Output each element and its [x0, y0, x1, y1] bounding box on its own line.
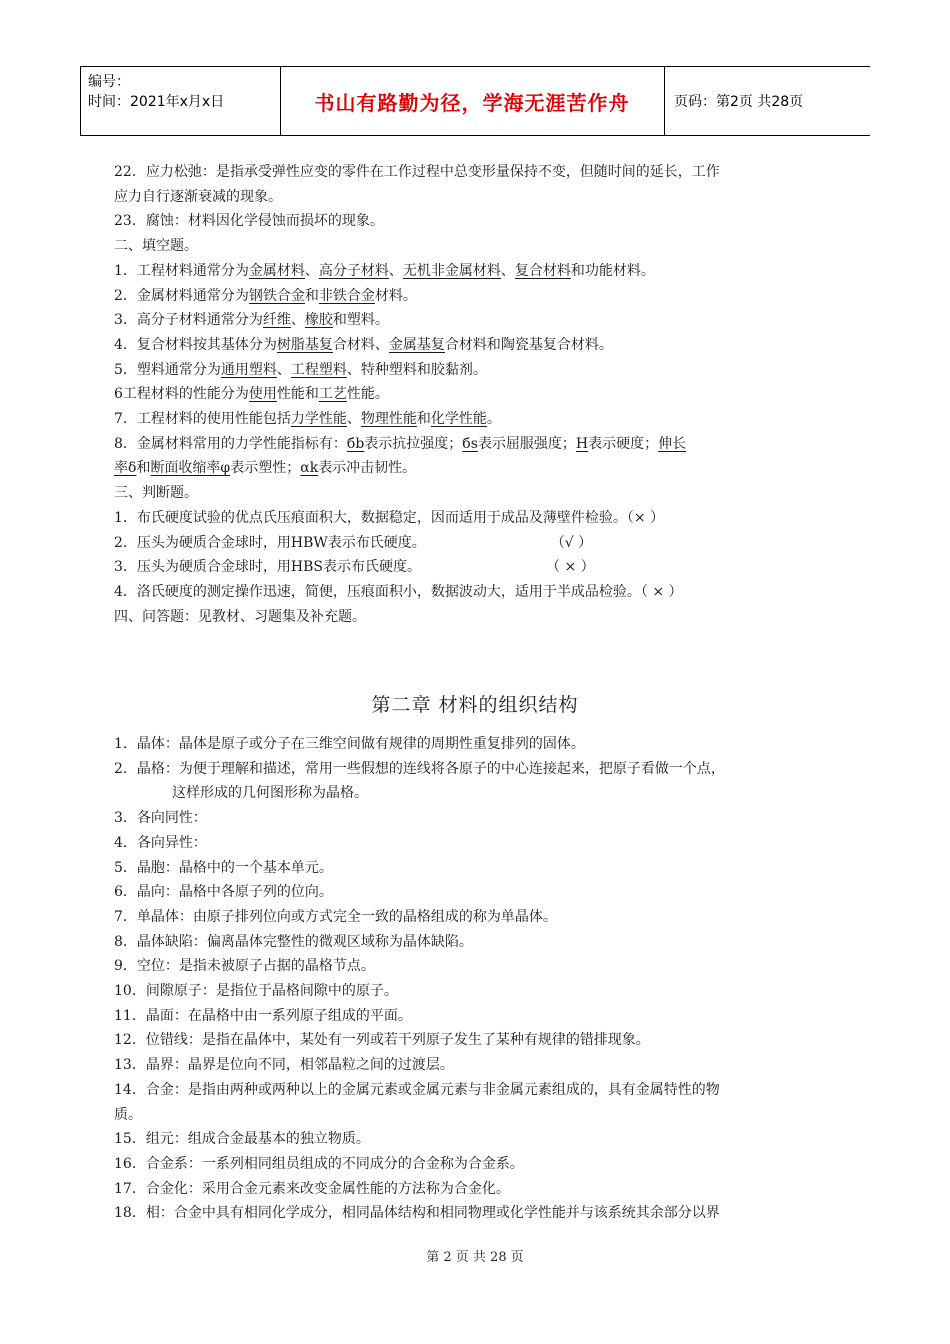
answer: бb — [346, 435, 365, 452]
fill-item-7 — [114, 407, 844, 432]
list-item: 8．晶体缺陷：偏离晶体完整性的微观区域称为晶体缺陷。 — [114, 933, 473, 950]
text: 合材料和陶瓷基复合材料。 — [444, 336, 613, 353]
text: 3．高分子材料通常分为 — [114, 312, 263, 329]
answer: 高分子材料 — [318, 262, 389, 279]
page-header — [80, 66, 870, 136]
list-item: 15．组元：组成合金最基本的独立物质。 — [114, 1131, 370, 1148]
text: 和 — [416, 411, 431, 428]
list-item: 3．各向同性： — [114, 810, 207, 827]
list-item: 9．空位：是指未被原子占据的晶格节点。 — [114, 958, 375, 975]
text: 表示屈服强度； — [477, 435, 576, 452]
text: 。 — [486, 411, 501, 428]
answer: 钢铁合金 — [248, 287, 305, 304]
answer: 工艺 — [318, 386, 347, 403]
fill-item-3 — [114, 308, 844, 333]
answer: 物理性能 — [360, 411, 417, 428]
fill-item-8-continued — [114, 456, 844, 481]
text: 表示塑性； — [230, 460, 301, 477]
list-item: 7．单晶体：由原子排列位向或方式完全一致的晶格组成的称为单晶体。 — [114, 908, 557, 925]
answer: 树脂基复 — [276, 336, 333, 353]
judge-item-3 — [114, 555, 844, 580]
list-item: 12．位错线：是指在晶体中，某处有一列或若干列原子发生了某种有规律的错排现象。 — [114, 1032, 650, 1049]
list-item-continued: 质。 — [114, 1106, 142, 1123]
text: 、 — [388, 262, 403, 279]
judge-item-2 — [114, 531, 844, 556]
header-motto: 书山有路勤为径，学海无涯苦作舟 — [314, 90, 630, 115]
date-label: 时间：2021年x月x日 — [88, 94, 225, 110]
answer: 复合材料 — [514, 262, 571, 279]
text: 3．压头为硬质合金球时，用HBS表示布氏硬度。 — [114, 559, 421, 576]
text: 6工程材料的性能分为 — [114, 386, 249, 403]
text: 和 — [136, 460, 151, 477]
judge-mark: （ × ） — [553, 559, 595, 576]
judge-item-4 — [114, 580, 844, 605]
item-22-line2: 应力自行逐渐衰减的现象。 — [114, 188, 282, 205]
judge-item-1 — [114, 506, 844, 531]
answer: H — [575, 435, 589, 452]
judge-mark: （× ） — [626, 509, 665, 526]
answer: 金属基复 — [388, 336, 445, 353]
text: 2．压头为硬质合金球时，用HBW表示布氏硬度。 — [114, 534, 426, 551]
text: 和 — [304, 287, 319, 304]
fill-item-8 — [114, 432, 844, 457]
header-meta — [88, 72, 224, 112]
fill-item-1 — [114, 259, 844, 284]
list-item: 14．合金：是指由两种或两种以上的金属元素或金属元素与非金属元素组成的，具有金属特性的物 — [114, 1081, 720, 1098]
text: 表示抗拉强度； — [364, 435, 463, 452]
answer: 金属材料 — [248, 262, 305, 279]
text: 、 — [276, 361, 291, 378]
answer: бs — [462, 435, 478, 452]
text: 4．洛氏硬度的测定操作迅速，简便，压痕面积小，数据波动大，适用于半成品检验。 — [114, 583, 641, 600]
list-item: 17．合金化：采用合金元素来改变金属性能的方法称为合金化。 — [114, 1180, 510, 1197]
list-item: 18．相：合金中具有相同化学成分，相同晶体结构和相同物理或化学性能并与该系统其余部分以界 — [114, 1205, 720, 1222]
list-item: 5．晶胞：晶格中的一个基本单元。 — [114, 859, 333, 876]
list-item: 16．合金系：一系列相同组员组成的不同成分的合金称为合金系。 — [114, 1155, 524, 1172]
answer: 纤维 — [262, 312, 291, 329]
answer: 非铁合金 — [318, 287, 375, 304]
judge-mark: （ × ） — [640, 583, 683, 600]
fill-item-6 — [114, 382, 844, 407]
answer: 工程塑料 — [290, 361, 347, 378]
serial-label: 编号： — [88, 74, 130, 90]
text: 8．金属材料常用的力学性能指标有： — [114, 435, 347, 452]
fill-heading: 二、填空题。 — [114, 238, 198, 255]
text: 性能。 — [346, 386, 389, 403]
list-item: 4．各向异性： — [114, 834, 207, 851]
list-item: 1．晶体：晶体是原子或分子在三维空间做有规律的周期性重复排列的固体。 — [114, 736, 585, 752]
header-divider — [80, 66, 81, 136]
text: 、 — [346, 411, 361, 428]
fill-item-5 — [114, 358, 844, 383]
answer: 橡胶 — [304, 312, 333, 329]
judge-heading: 三、判断题。 — [114, 485, 198, 502]
answer: 力学性能 — [290, 411, 347, 428]
answer: 化学性能 — [430, 411, 487, 428]
answer: 伸长 — [658, 435, 687, 452]
list-item: 10．间隙原子：是指位于晶格间隙中的原子。 — [114, 983, 398, 1000]
chapter-title: 第二章 材料的组织结构 — [371, 694, 579, 716]
header-divider — [664, 66, 665, 136]
text: 、 — [304, 262, 319, 279]
text: 、 — [290, 312, 305, 329]
text: 4．复合材料按其基体分为 — [114, 336, 277, 353]
text: 性能和 — [276, 386, 319, 403]
section-one — [114, 160, 844, 629]
text: 1．工程材料通常分为 — [114, 262, 249, 279]
text: 表示冲击韧性。 — [318, 460, 417, 477]
answer: 使用 — [248, 386, 277, 403]
text: 材料。 — [374, 287, 417, 304]
answer: 无机非金属材料 — [402, 262, 501, 279]
fill-item-2 — [114, 284, 844, 309]
header-page-label: 页码：第2页 共28页 — [674, 94, 804, 110]
text: 、特种塑料和胶黏剂。 — [346, 361, 487, 378]
section-two — [114, 732, 844, 1226]
text: 1．布氏硬度试验的优点氏压痕面积大，数据稳定，因而适用于成品及薄壁件检验。 — [114, 509, 627, 526]
answer: 通用塑料 — [220, 361, 277, 378]
list-item: 11．晶面：在晶格中由一系列原子组成的平面。 — [114, 1007, 412, 1024]
text: 和功能材料。 — [570, 262, 655, 279]
answer: 断面收缩率φ — [150, 460, 231, 477]
fill-item-4 — [114, 333, 844, 358]
list-item: 2．晶格：为便于理解和描述，常用一些假想的连线将各原子的中心连接起来，把原子看做一个点， — [114, 760, 725, 777]
text: 2．金属材料通常分为 — [114, 287, 249, 304]
text: 合材料、 — [332, 336, 389, 353]
text: 、 — [500, 262, 515, 279]
item-22-line1: 22．应力松弛：是指承受弹性应变的零件在工作过程中总变形量保持不变，但随时间的延长，工作 — [114, 164, 720, 180]
text: 表示硬度； — [588, 435, 659, 452]
item-23: 23．腐蚀：材料因化学侵蚀而损坏的现象。 — [114, 213, 384, 230]
text: 和塑料。 — [332, 312, 389, 329]
list-item: 6．晶向：晶格中各原子列的位向。 — [114, 884, 333, 901]
judge-mark: （√ ） — [557, 534, 593, 551]
answer: 率δ — [114, 460, 137, 477]
list-item-continued: 这样形成的几何图形称为晶格。 — [172, 785, 368, 802]
text: 5．塑料通常分为 — [114, 361, 221, 378]
text: 7．工程材料的使用性能包括 — [114, 411, 291, 428]
answer: αk — [300, 460, 319, 477]
list-item: 13．晶界：晶界是位向不同，相邻晶粒之间的过渡层。 — [114, 1057, 454, 1074]
page-footer: 第 2 页 共 28 页 — [426, 1250, 524, 1265]
qa-line: 四、问答题：见教材、习题集及补充题。 — [114, 608, 366, 625]
